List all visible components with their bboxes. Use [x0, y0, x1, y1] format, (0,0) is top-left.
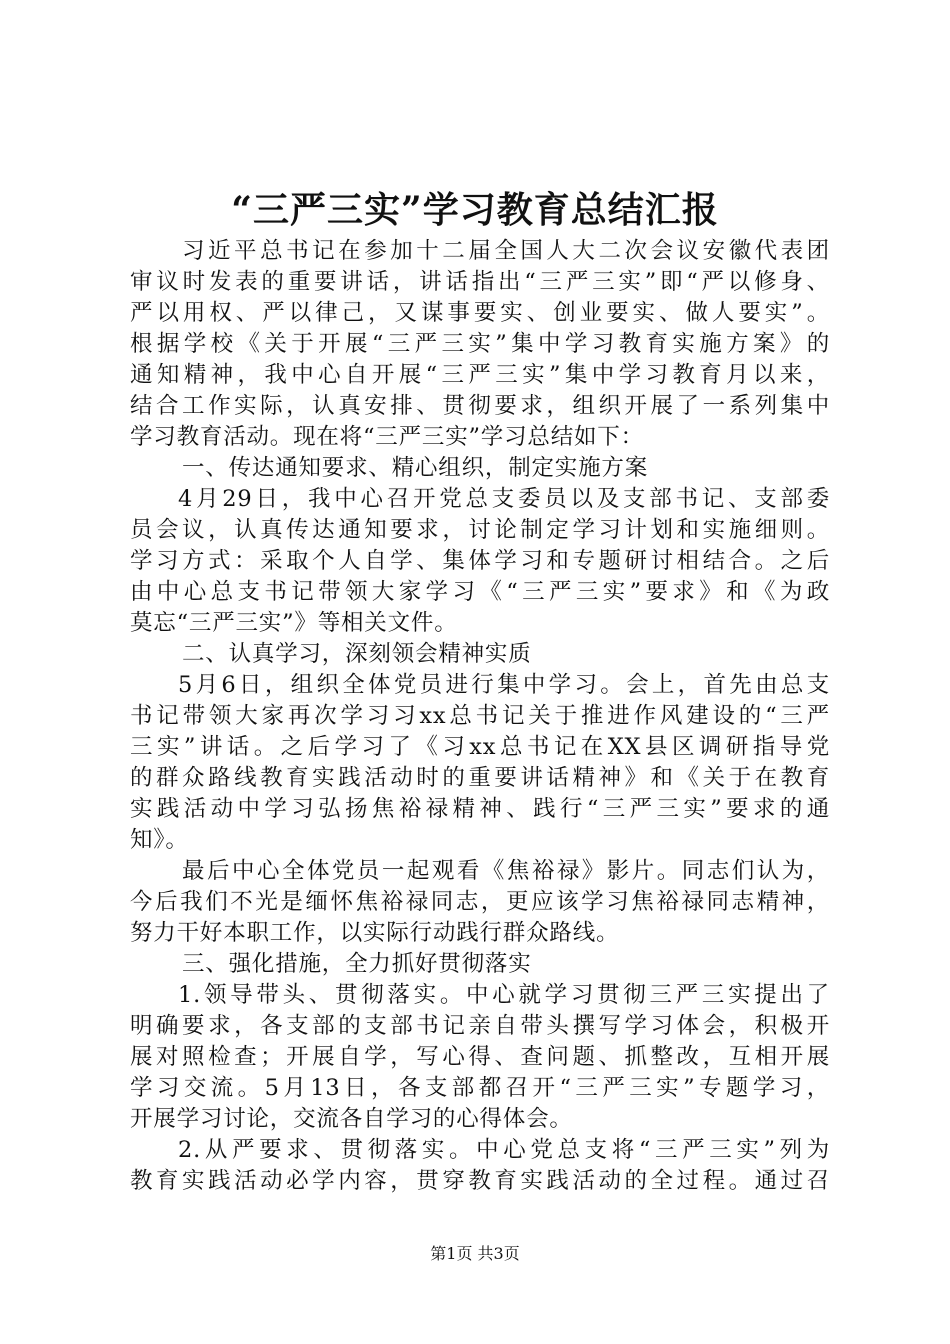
paragraph-line: 结合工作实际，认真安排、贯彻要求，组织开展了一系列集中: [130, 393, 830, 419]
paragraph-line: 最后中心全体党员一起观看《焦裕禄》影片。同志们认为，: [182, 858, 830, 884]
paragraph-line: 学习方式：采取个人自学、集体学习和专题研讨相结合。之后: [130, 548, 830, 574]
paragraph-line: 知》。: [130, 827, 189, 853]
paragraph-line: 4月29日，我中心召开党总支委员以及支部书记、支部委: [178, 486, 830, 512]
paragraph-line: 实践活动中学习弘扬焦裕禄精神、践行“三严三实”要求的通: [130, 796, 830, 822]
paragraph-line: 展对照检查；开展自学，写心得、查问题、抓整改，互相开展: [130, 1044, 830, 1070]
section-heading: 一、传达通知要求、精心组织，制定实施方案: [182, 455, 649, 481]
document-body: [130, 236, 830, 1197]
paragraph-line: 今后我们不光是缅怀焦裕禄同志，更应该学习焦裕禄同志精神，: [130, 889, 830, 915]
paragraph-line: 的群众路线教育实践活动时的重要讲话精神》和《关于在教育: [130, 765, 830, 791]
paragraph-line: 根据学校《关于开展“三严三实”集中学习教育实施方案》的: [130, 331, 830, 357]
paragraph-line: 习近平总书记在参加十二届全国人大二次会议安徽代表团: [182, 238, 830, 264]
paragraph-line: 2.从严要求、贯彻落实。中心党总支将“三严三实”列为: [178, 1137, 830, 1163]
paragraph-line: 严以用权、严以律己，又谋事要实、创业要实、做人要实”。: [130, 300, 830, 326]
paragraph-line: 努力干好本职工作，以实际行动践行群众路线。: [130, 920, 620, 946]
paragraph-line: 审议时发表的重要讲话，讲话指出“三严三实”即“严以修身、: [130, 269, 830, 295]
paragraph-line: 三实”讲话。之后学习了《习xx总书记在XX县区调研指导党: [130, 734, 830, 760]
page-number: 第1页 共3页: [430, 1244, 520, 1263]
section-heading: 三、强化措施，全力抓好贯彻落实: [182, 951, 532, 977]
paragraph-line: 明确要求，各支部的支部书记亲自带头撰写学习体会，积极开: [130, 1013, 830, 1039]
paragraph-line: 教育实践活动必学内容，贯穿教育实践活动的全过程。通过召: [130, 1168, 830, 1194]
paragraph-line: 莫忘“三严三实”》等相关文件。: [130, 610, 458, 636]
paragraph-line: 5月6日，组织全体党员进行集中学习。会上，首先由总支: [178, 672, 830, 698]
document-title: “三严三实”学习教育总结汇报: [231, 189, 719, 231]
paragraph-line: 员会议，认真传达通知要求，讨论制定学习计划和实施细则。: [130, 517, 830, 543]
paragraph-line: 开展学习讨论，交流各自学习的心得体会。: [130, 1106, 573, 1132]
paragraph-line: 学习交流。5月13日，各支部都召开“三严三实”专题学习，: [130, 1075, 830, 1101]
section-heading: 二、认真学习，深刻领会精神实质: [182, 641, 532, 667]
paragraph-line: 书记带领大家再次学习习xx总书记关于推进作风建设的“三严: [130, 703, 830, 729]
paragraph-line: 1.领导带头、贯彻落实。中心就学习贯彻三严三实提出了: [178, 982, 830, 1008]
paragraph-line: 通知精神，我中心自开展“三严三实”集中学习教育月以来，: [130, 362, 830, 388]
paragraph-line: 由中心总支书记带领大家学习《“三严三实”要求》和《为政: [130, 579, 830, 605]
paragraph-line: 学习教育活动。现在将“三严三实”学习总结如下：: [130, 424, 644, 450]
